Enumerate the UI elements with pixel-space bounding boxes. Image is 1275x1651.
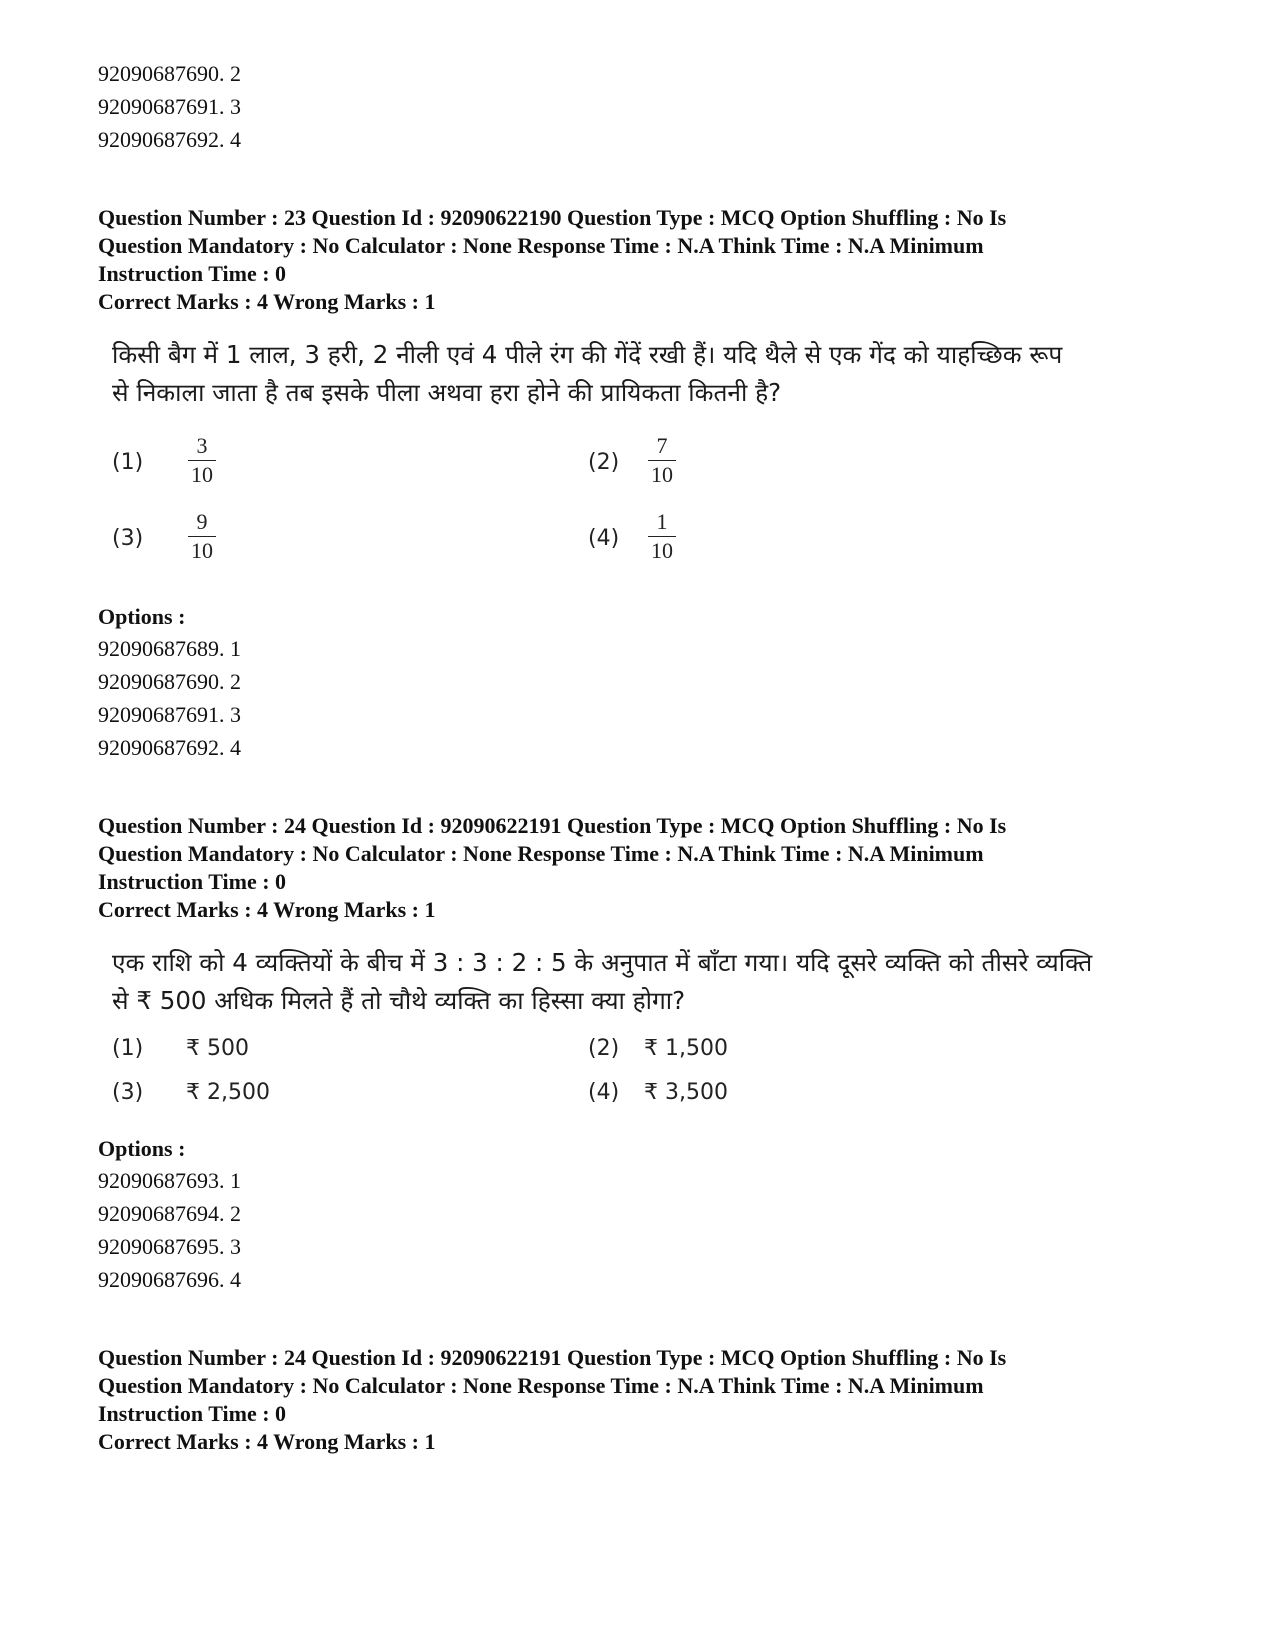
option-line: 92090687694. 2: [98, 1201, 241, 1226]
question-24-meta: Question Number : 24 Question Id : 92090622191 Question Type : MCQ Option Shuffling : No Is Question Mandatory : No Calculator : None Response Time : N.A Think Time : N.A Minimum Instruction Time : 0: [98, 813, 1007, 894]
option-line: 92090687692. 4: [98, 127, 241, 152]
option-line: 92090687691. 3: [98, 702, 241, 727]
option-line: 92090687690. 2: [98, 669, 241, 694]
question-23-text: किसी बैग में 1 लाल, 3 हरी, 2 नीली एवं 4 पीले रंग की गेंदें रखी हैं। यदि थैले से एक गेंद को याहच्छिक रूप से निकाला जाता है तब इसके पीला अथवा हरा होने की प्रायिकता कितनी है?: [112, 340, 1063, 407]
choice-fraction: 7 10: [648, 434, 676, 487]
choice-item: (1) ₹ 500: [112, 1036, 249, 1061]
choice-number: (1): [112, 450, 144, 475]
question-24-marks: Correct Marks : 4 Wrong Marks : 1: [98, 897, 436, 922]
choice-number: (3): [112, 526, 144, 551]
option-line: 92090687691. 3: [98, 94, 241, 119]
question-24-text: एक राशि को 4 व्यक्तियों के बीच में 3 : 3 : 2 : 5 के अनुपात में बाँटा गया। यदि दूसरे व्यक्ति को तीसरे व्यक्ति से ₹ 500 अधिक मिलते हैं तो चौथे व्यक्ति का हिस्सा क्या होगा?: [112, 948, 1093, 1015]
option-line: 92090687696. 4: [98, 1267, 241, 1292]
choice-fraction: 9 10: [188, 510, 216, 563]
option-line: 92090687695. 3: [98, 1234, 241, 1259]
choice-number: (4): [588, 526, 620, 551]
choice-fraction: 3 10: [188, 434, 216, 487]
option-line: 92090687693. 1: [98, 1168, 241, 1193]
question-24-repeat-marks: Correct Marks : 4 Wrong Marks : 1: [98, 1429, 436, 1454]
choice-number: (2): [588, 450, 620, 475]
option-line: 92090687690. 2: [98, 61, 241, 86]
question-23-marks: Correct Marks : 4 Wrong Marks : 1: [98, 289, 436, 314]
question-24-repeat-meta: Question Number : 24 Question Id : 92090622191 Question Type : MCQ Option Shuffling : No Is Question Mandatory : No Calculator : None Response Time : N.A Think Time : N.A Minimum Instruction Time : 0: [98, 1345, 1007, 1426]
option-line: 92090687692. 4: [98, 735, 241, 760]
options-label: Options :: [98, 1136, 186, 1161]
choice-fraction: 1 10: [648, 510, 676, 563]
choice-item: (2) ₹ 1,500: [588, 1036, 728, 1061]
option-line: 92090687689. 1: [98, 636, 241, 661]
choice-item: (4) ₹ 3,500: [588, 1080, 728, 1105]
choice-item: (3) ₹ 2,500: [112, 1080, 270, 1105]
options-label: Options :: [98, 604, 186, 629]
question-23-meta: Question Number : 23 Question Id : 92090622190 Question Type : MCQ Option Shuffling : No Is Question Mandatory : No Calculator : None Response Time : N.A Think Time : N.A Minimum Instruction Time : 0: [98, 205, 1007, 286]
